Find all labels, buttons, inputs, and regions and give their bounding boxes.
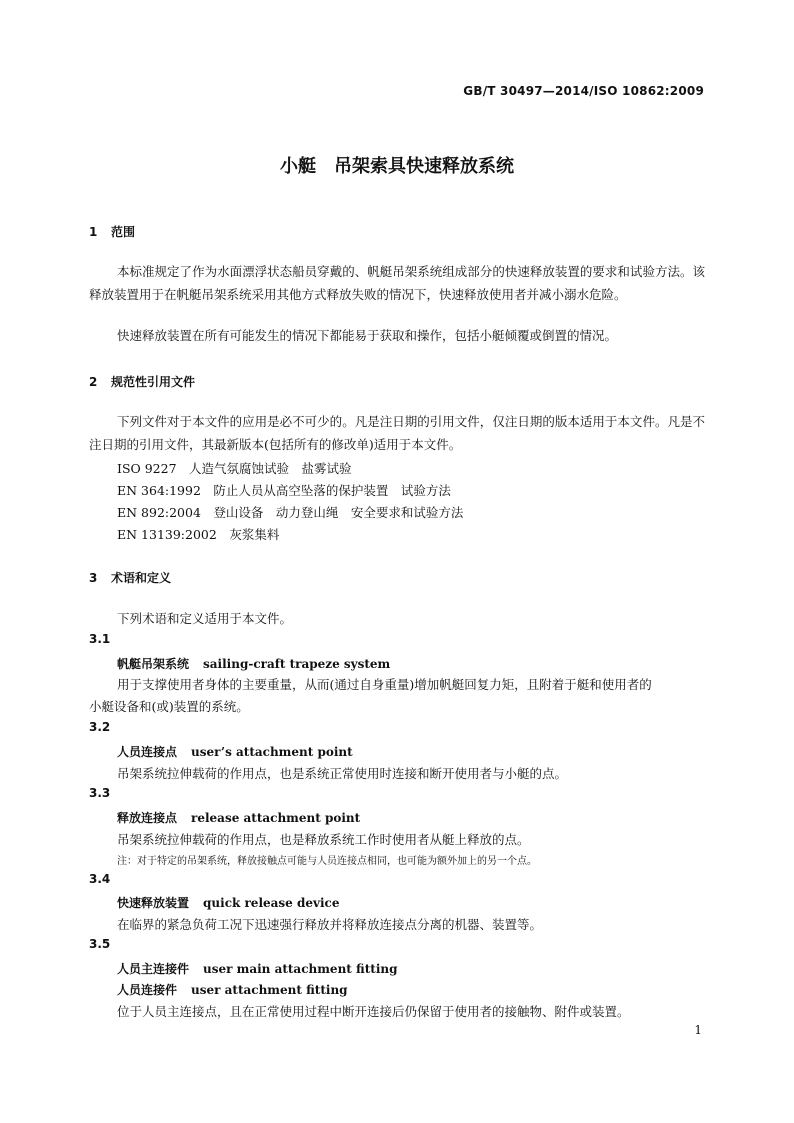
term-heading xyxy=(117,743,353,760)
section-1-paragraph-2: 快速释放装置在所有可能发生的情况下都能易于获取和操作，包括小艇倾覆或倒置的情况。 xyxy=(117,328,618,343)
term-number: 3.2 xyxy=(89,720,111,734)
term-zh: 快速释放装置 xyxy=(117,896,190,910)
term-definition: 用于支撑使用者身体的主要重量，从而(通过自身重量)增加帆艇回复力矩，且附着于艇和使用者的 xyxy=(117,677,652,692)
term-heading xyxy=(117,809,360,826)
term-zh: 人员连接点 xyxy=(117,745,178,759)
term-en: user main attachment fitting xyxy=(203,962,398,976)
section-3-title: 术语和定义 xyxy=(111,571,172,585)
term-zh: 帆艇吊架系统 xyxy=(117,657,190,671)
section-3-intro: 下列术语和定义适用于本文件。 xyxy=(117,611,293,626)
term-en-alt: user attachment fitting xyxy=(191,983,348,997)
section-2-paragraph-1: 下列文件对于本文件的应用是必不可少的。凡是注日期的引用文件，仅注日期的版本适用于本文件。凡是不注日期的引用文件，其最新版本(包括所有的修改单)适用于本文件。 xyxy=(89,414,705,452)
term-definition-continued: 小艇设备和(或)装置的系统。 xyxy=(89,699,249,714)
document-title: 小艇 吊架索具快速释放系统 xyxy=(280,156,514,177)
section-2-title: 规范性引用文件 xyxy=(111,375,196,389)
term-zh: 人员主连接件 xyxy=(117,962,190,976)
section-1-paragraph-1: 本标准规定了作为水面漂浮状态船员穿戴的、帆艇吊架系统组成部分的快速释放装置的要求和试验方法。该释放装置用于在帆艇吊架系统采用其他方式释放失败的情况下，快速释放使用者并减小溺水危险。 xyxy=(89,264,705,302)
term-definition: 位于人员主连接点，且在正常使用过程中断开连接后仍保留于使用者的接触物、附件或装置。 xyxy=(117,1004,630,1019)
term-number: 3.3 xyxy=(89,786,111,800)
term-number: 3.5 xyxy=(89,937,111,951)
term-en: quick release device xyxy=(203,896,340,910)
term-en: sailing-craft trapeze system xyxy=(203,657,391,671)
term-number: 3.1 xyxy=(89,632,111,646)
reference-item: ISO 9227 人造气氛腐蚀试验 盐雾试验 xyxy=(117,461,352,476)
reference-item: EN 13139:2002 灰浆集料 xyxy=(117,527,280,542)
term-zh: 释放连接点 xyxy=(117,811,178,825)
term-heading-alt xyxy=(117,981,348,998)
reference-item: EN 892:2004 登山设备 动力登山绳 安全要求和试验方法 xyxy=(117,505,464,520)
term-en: release attachment point xyxy=(191,811,361,825)
section-2-number: 2 xyxy=(89,375,98,389)
section-1-number: 1 xyxy=(89,225,98,239)
section-3-number: 3 xyxy=(89,571,98,585)
term-definition: 吊架系统拉伸载荷的作用点，也是释放系统工作时使用者从艇上释放的点。 xyxy=(117,832,530,847)
term-zh-alt: 人员连接件 xyxy=(117,983,178,997)
term-heading xyxy=(117,655,390,672)
term-en: user’s attachment point xyxy=(191,745,353,759)
section-2-heading xyxy=(89,373,195,390)
term-definition: 在临界的紧急负荷工况下迅速强行释放并将释放连接点分离的机器、装置等。 xyxy=(117,917,543,932)
term-note: 注：对于特定的吊架系统，释放接触点可能与人员连接点相同，也可能为额外加上的另一个点。 xyxy=(117,856,537,867)
term-definition: 吊架系统拉伸载荷的作用点，也是系统正常使用时连接和断开使用者与小艇的点。 xyxy=(117,766,568,781)
term-heading xyxy=(117,960,398,977)
section-1-title: 范围 xyxy=(111,225,136,239)
standard-code: GB/T 30497—2014/ISO 10862:2009 xyxy=(463,84,704,98)
section-1-heading xyxy=(89,223,135,240)
section-3-heading xyxy=(89,569,171,586)
term-number: 3.4 xyxy=(89,872,111,886)
reference-item: EN 364:1992 防止人员从高空坠落的保护装置 试验方法 xyxy=(117,483,451,498)
term-heading xyxy=(117,894,339,911)
page-number: 1 xyxy=(694,1023,702,1037)
